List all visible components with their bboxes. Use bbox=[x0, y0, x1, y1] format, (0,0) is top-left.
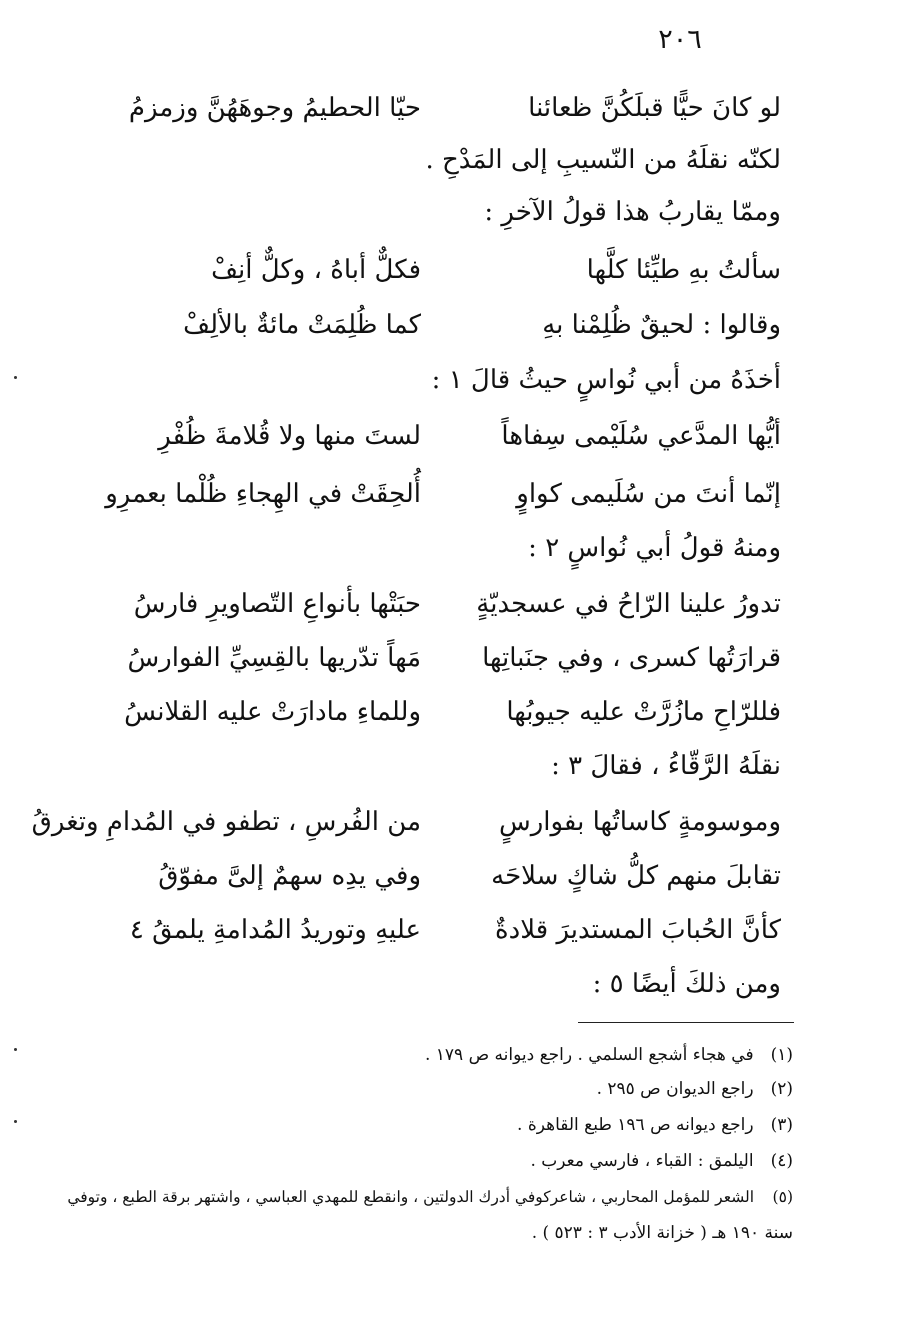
footnote-text: راجع الديوان ص ٢٩٥ . bbox=[596, 1079, 754, 1099]
verse-hemistich-second: وفي يدِه سهمٌ إلىَّ مفوّقُ bbox=[158, 861, 421, 891]
verse-line bbox=[101, 910, 781, 950]
verse-hemistich-first: فللرّاحِ مازُرَّتْ عليه جيوبُها bbox=[506, 697, 781, 727]
verse-hemistich-second: لستَ منها ولا قُلامةَ ظُفْرِ bbox=[158, 421, 421, 451]
footnote-continuation: سنة ١٩٠ هـ ( خزانة الأدب ٣ : ٥٢٣ ) . bbox=[531, 1223, 793, 1243]
footnote-number: (٥) bbox=[772, 1188, 793, 1206]
verse-line bbox=[101, 416, 781, 456]
verse-line bbox=[101, 305, 781, 345]
prose-line: نقلَهُ الرَّقّاءُ ، فقالَ ٣ : bbox=[551, 751, 781, 781]
page-number: ٢٠٦ bbox=[658, 24, 702, 55]
verse-hemistich-first: تقابلَ منهم كلُّ شاكٍ سلاحَه bbox=[491, 861, 781, 891]
verse-hemistich-second: كما ظُلِمَتْ مائةٌ بالألِفْ bbox=[183, 310, 421, 340]
verse-hemistich-first: تدورُ علينا الرّاحُ في عسجديّةٍ bbox=[476, 589, 781, 619]
footnote-text: راجع ديوانه ص ١٩٦ طبع القاهرة . bbox=[517, 1115, 754, 1135]
verse-hemistich-second: حيّا الحطيمُ وجوهَهُنَّ وزمزمُ bbox=[128, 93, 421, 123]
footnote bbox=[93, 1076, 793, 1102]
prose-line: أخذَهُ من أبي نُواسٍ حيثُ قالَ ١ : bbox=[431, 365, 781, 395]
verse-hemistich-second: مَهاً تدّريها بالقِسِيِّ الفوارسُ bbox=[127, 643, 421, 673]
footnote-text: الشعر للمؤمل المحاربي ، شاعركوفي أدرك الدولتين ، وانقطع للمهدي العباسي ، واشتهر برقة الطبع ، وتوفي bbox=[67, 1188, 755, 1206]
verse-line bbox=[101, 474, 781, 514]
verse-line bbox=[31, 802, 781, 842]
verse-hemistich-second: من الفُرسِ ، تطفو في المُدامِ وتغرقُ bbox=[31, 807, 421, 837]
scan-speck bbox=[14, 376, 17, 379]
footnote bbox=[93, 1042, 793, 1068]
footnote-number: (٤) bbox=[770, 1151, 793, 1171]
verse-hemistich-first: وموسومةٍ كاساتُها بفوارسٍ bbox=[498, 807, 781, 837]
verse-hemistich-first: لو كانَ حيًّا قبلَكُنَّ ظعائنا bbox=[528, 93, 781, 123]
verse-line bbox=[101, 692, 781, 732]
verse-line bbox=[101, 88, 781, 128]
footnote bbox=[93, 1112, 793, 1138]
verse-hemistich-first: كأنَّ الحُبابَ المستديرَ قلادةٌ bbox=[495, 915, 781, 945]
scan-speck bbox=[14, 1048, 17, 1051]
verse-hemistich-first: سألتُ بهِ طيِّئا كلَّها bbox=[586, 255, 781, 285]
footnote-rule bbox=[578, 1022, 794, 1023]
verse-hemistich-second: حبَتْها بأنواعِ التّصاويرِ فارسُ bbox=[133, 589, 421, 619]
verse-hemistich-first: أيُّها المدَّعي سُلَيْمى سِفاهاً bbox=[501, 421, 781, 451]
verse-line bbox=[101, 584, 781, 624]
verse-line bbox=[101, 250, 781, 290]
prose-line: لكنّه نقلَهُ من النّسيبِ إلى المَدْحِ . bbox=[425, 145, 781, 175]
verse-hemistich-second: وللماءِ مادارَتْ عليه القلانسُ bbox=[124, 697, 421, 727]
footnote-text: اليلمق : القباء ، فارسي معرب . bbox=[530, 1151, 754, 1171]
verse-line bbox=[101, 856, 781, 896]
verse-hemistich-first: إنّما أنتَ من سُلَيمى كواوٍ bbox=[516, 479, 781, 509]
footnote-number: (٢) bbox=[770, 1079, 793, 1099]
verse-line bbox=[101, 638, 781, 678]
prose-line: ومن ذلكَ أيضًا ٥ : bbox=[592, 969, 781, 999]
verse-hemistich-second: أُلحِقَتْ في الهِجاءِ ظُلْما بعمرِو bbox=[105, 479, 421, 509]
footnote-number: (١) bbox=[770, 1045, 793, 1065]
scan-speck bbox=[14, 1120, 17, 1123]
prose-line: وممّا يقاربُ هذا قولُ الآخرِ : bbox=[484, 197, 781, 227]
prose-line: ومنهُ قولُ أبي نُواسٍ ٢ : bbox=[528, 533, 781, 563]
verse-hemistich-second: عليهِ وتوريدُ المُدامةِ يلمقُ ٤ bbox=[129, 915, 421, 945]
verse-hemistich-first: وقالوا : لحيقٌ ظُلِمْنا بهِ bbox=[542, 310, 781, 340]
footnote-number: (٣) bbox=[770, 1115, 793, 1135]
verse-hemistich-second: فكلٌّ أباهُ ، وكلٌّ أنِفْ bbox=[211, 255, 421, 285]
footnote bbox=[67, 1184, 793, 1210]
verse-hemistich-first: قرارَتُها كسرى ، وفي جنَباتِها bbox=[482, 643, 781, 673]
footnote-text: في هجاء أشجع السلمي . راجع ديوانه ص ١٧٩ . bbox=[424, 1045, 754, 1065]
footnote bbox=[93, 1148, 793, 1174]
